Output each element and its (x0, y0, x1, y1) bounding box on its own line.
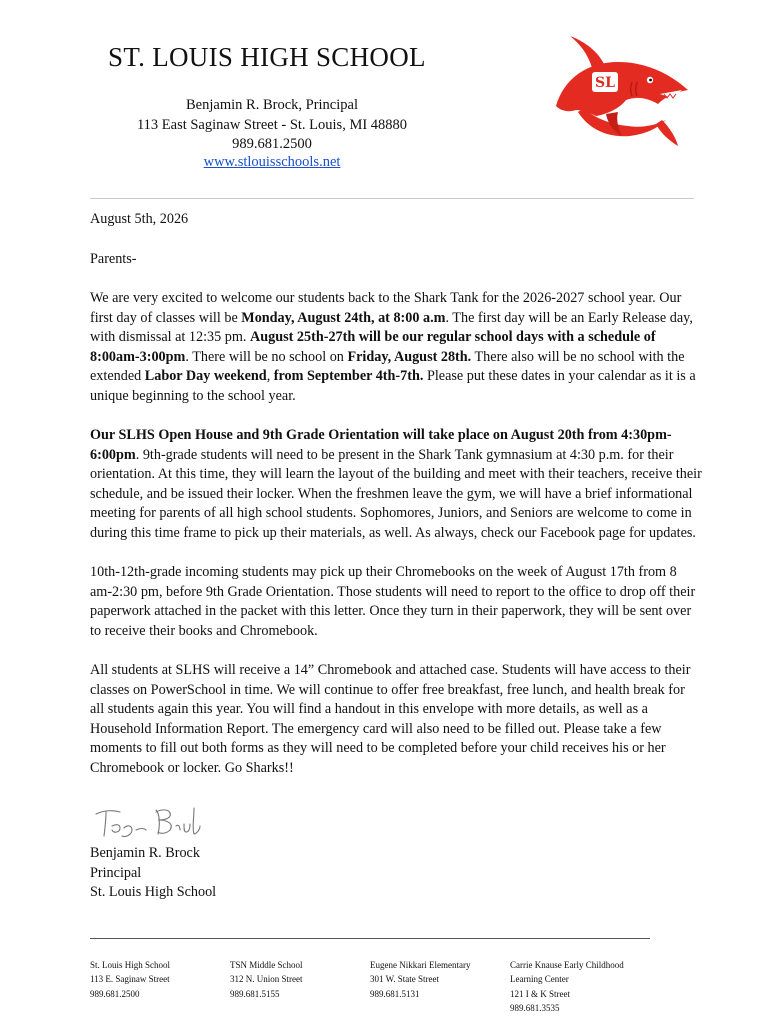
footer-col-early-childhood (510, 958, 650, 1015)
p1-text-3: . There will be no school on (185, 348, 348, 365)
paragraph-open-house (90, 426, 702, 543)
footer-divider (90, 938, 650, 939)
p1-bold-regular-days: August 25th-27th will be our regular school days with a schedule of 8:00am-3:00pm (90, 329, 656, 365)
letter-greeting: Parents- (90, 250, 137, 267)
footer-line: 121 I & K Street (510, 988, 570, 999)
p1-text-4: There also will be no school with the extended (90, 348, 685, 384)
signature-block (90, 844, 216, 903)
p1-bold-september: from September 4th-7th. (273, 368, 424, 384)
footer-line: St. Louis High School (90, 960, 171, 970)
p1-bold-labor-day: Labor Day weekend (144, 368, 267, 384)
logo-monogram: SL (595, 75, 615, 91)
footer-col-elementary (370, 958, 510, 1001)
footer-line: Carrie Knause Early Childhood (510, 960, 624, 970)
letter-date: August 5th, 2026 (90, 211, 189, 227)
signer-school: St. Louis High School (90, 884, 217, 900)
footer-line: 301 W. State Street (370, 974, 439, 985)
school-address: 113 East Saginaw Street - St. Louis, MI 48880 (136, 117, 408, 133)
p2-text-1: . 9th-grade students will need to be present in the Shark Tank gymnasium at 4:30 p.m. for their orientation. At this time, they will learn the layout of the building and meet with their teachers, receive their schedule, and be issued their locker. When the freshmen leave the gym, we will have a brief informational meeting for parents of all high school students. Sophomores, Juniors, and Seniors are welcome to come in during this time frame to pick up their materials, as well. As always, check our Facebook page for updates. (90, 446, 702, 541)
footer-line: 989.681.2500 (90, 988, 140, 999)
p2-bold-open-house: Our SLHS Open House and 9th Grade Orientation will take place on August 20th from 4:30pm-6:00pm (90, 427, 672, 463)
p1-text-2: . The first day will be an Early Release day, with dismissal at 12:35 pm. (90, 309, 693, 345)
paragraph-chromebook-pickup: 10th-12th-grade incoming students may pick up their Chromebooks on the week of August 17th from 8 am-2:30 pm, before 9th Grade Orientation. Those students will need to report to the office to drop off their paperwork attached in the packet with this letter. Once they turn in their paperwork, they will be sent over to receive their books and Chromebook. (90, 564, 696, 639)
footer-col-middle-school (230, 958, 370, 1001)
footer-line: 312 N. Union Street (230, 974, 303, 985)
footer-line: Eugene Nikkari Elementary (370, 960, 471, 970)
p1-text-1: We are very excited to welcome our students back to the Shark Tank for the 2026-2027 school year. Our first day of classes will be (90, 290, 682, 326)
letter-body (90, 210, 702, 798)
p1-text-6: Please put these dates in your calendar as it is a unique beginning to the school year. (90, 368, 696, 404)
website-line (0, 154, 544, 171)
footer-line: 113 E. Saginaw Street (90, 974, 170, 985)
p1-bold-first-day: Monday, August 24th, at 8:00 a.m (241, 309, 446, 326)
school-name: ST. LOUIS HIGH SCHOOL (108, 42, 426, 72)
signer-name: Benjamin R. Brock (90, 845, 200, 861)
footer-col-high-school (90, 958, 230, 1001)
principal-line: Benjamin R. Brock, Principal (186, 97, 358, 113)
handwritten-signature (90, 804, 214, 840)
footer-line: 989.681.3535 (510, 1002, 560, 1013)
p1-bold-no-school: Friday, August 28th. (347, 348, 472, 365)
paragraph-chromebook-info: All students at SLHS will receive a 14” Chromebook and attached case. Students will have access to their classes on PowerSchool in time. We will continue to offer free breakfast, free lunch, and health break for all students again this year. You will find a handout in this envelope with more details, as well as a Household Information Report. The emergency card will also need to be filled out. Please take a few moments to fill out both forms as they will need to be completed before your child receives his or her Chromebook or locker. Go Sharks!! (90, 662, 691, 776)
shark-mascot-icon (548, 32, 698, 150)
footer-line: TSN Middle School (230, 960, 303, 970)
header-divider (90, 198, 694, 199)
footer-line: Learning Center (510, 974, 569, 985)
signer-title: Principal (90, 864, 142, 881)
website-link[interactable]: www.stlouisschools.net (203, 154, 341, 170)
school-phone: 989.681.2500 (232, 136, 312, 152)
footer-line: 989.681.5131 (370, 988, 420, 999)
paragraph-first-day (90, 289, 702, 406)
p1-text-5: , (266, 368, 274, 384)
footer-line: 989.681.5155 (230, 988, 280, 999)
